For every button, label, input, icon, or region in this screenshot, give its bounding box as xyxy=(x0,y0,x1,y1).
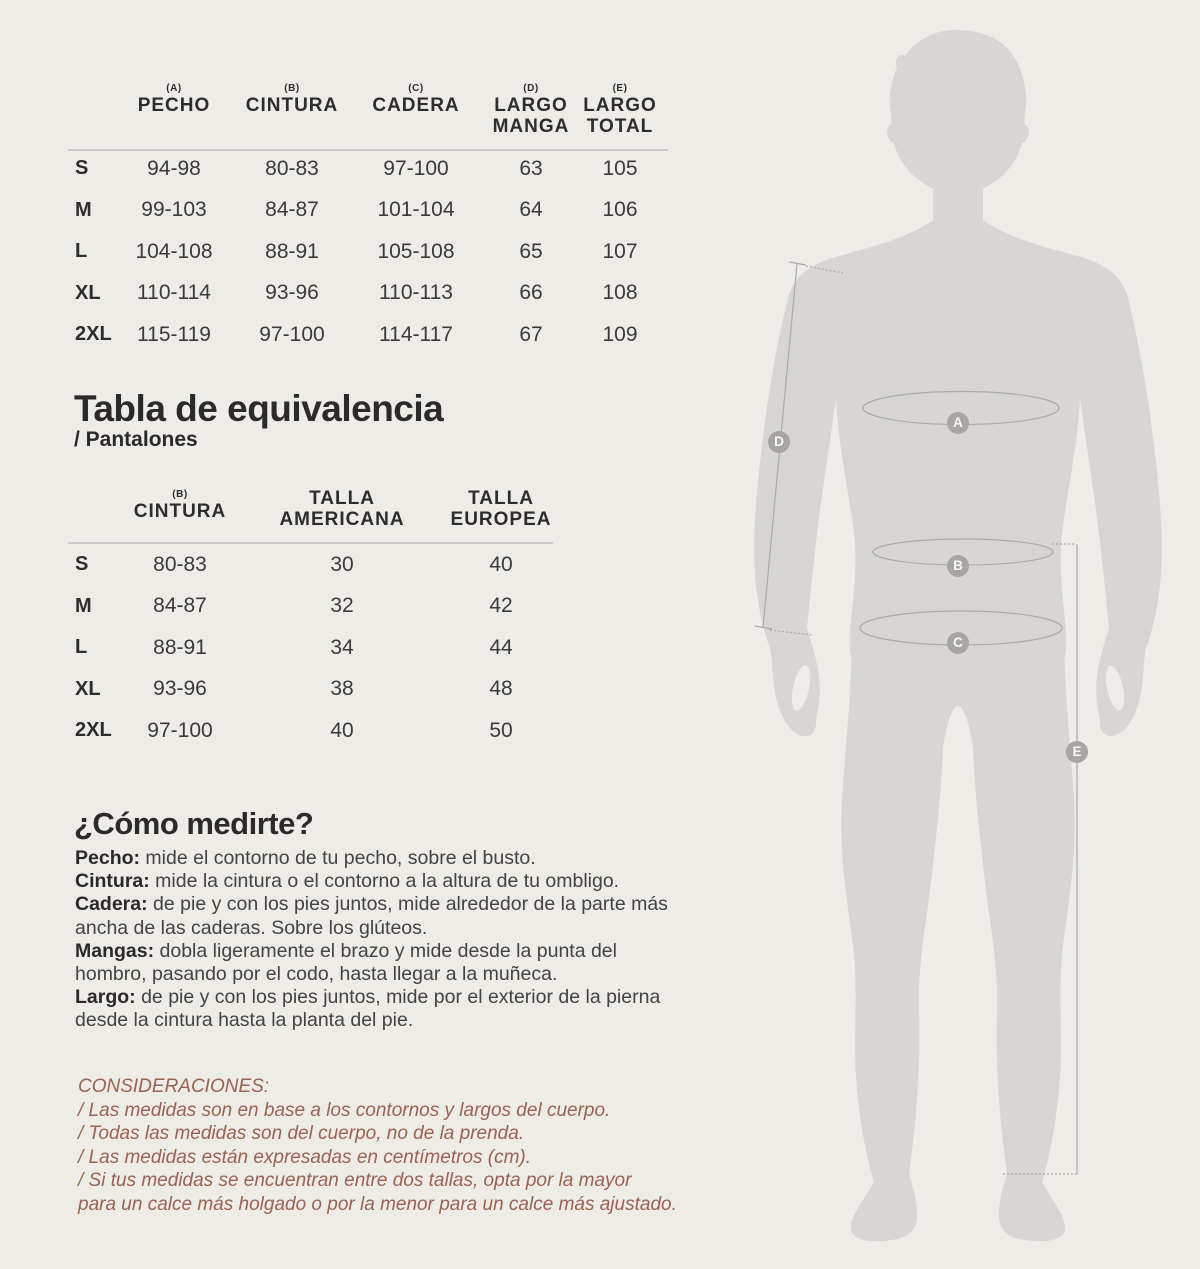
marker-c-badge: C xyxy=(947,632,969,654)
marker-e-badge: E xyxy=(1066,741,1088,763)
col-sup-b: (B) xyxy=(284,83,300,94)
legs-shape xyxy=(841,640,1074,1241)
table-row: S 80-83 30 40 xyxy=(75,552,513,576)
table-row: 2XL 97-100 40 50 xyxy=(75,718,513,742)
table-row: L 88-91 34 44 xyxy=(75,635,513,659)
equivalence-subtitle: / Pantalones xyxy=(74,428,198,451)
col-sup-d: (D) xyxy=(523,83,539,94)
left-arm-shape xyxy=(754,258,846,736)
size-table xyxy=(68,148,651,356)
how-to-line: Cadera: de pie y con los pies juntos, mide alrededor de la parte más xyxy=(75,893,668,916)
considerations-line: / Si tus medidas se encuentran entre dos tallas, opta por la mayor xyxy=(78,1170,632,1191)
considerations xyxy=(78,1075,677,1216)
table-row: M 99-103 84-87 101-104 64 106 xyxy=(75,198,638,222)
equiv-col-talla-americana: TALLA AMERICANA xyxy=(279,488,405,530)
table-row: M 84-87 32 42 xyxy=(75,594,513,618)
how-to-text xyxy=(75,847,668,1033)
table-row: 2XL 115-119 97-100 114-117 67 109 xyxy=(75,322,638,346)
marker-a-badge: A xyxy=(947,412,969,434)
size-table-col-pecho: (A) PECHO xyxy=(137,83,211,116)
how-to-line: hombro, pasando por el codo, hasta llegar a la muñeca. xyxy=(75,963,558,986)
col-sup-a: (A) xyxy=(166,83,182,94)
table-row: S 94-98 80-83 97-100 63 105 xyxy=(75,156,638,180)
right-arm-shape xyxy=(1070,258,1162,736)
table-row: XL 93-96 38 48 xyxy=(75,677,513,701)
how-to-line: ancha de las caderas. Sobre los glúteos. xyxy=(75,916,428,939)
equiv-col-cintura: (B) CINTURA xyxy=(133,489,227,522)
how-to-line: Mangas: dobla ligeramente el brazo y mide desde la punta del xyxy=(75,939,617,962)
equivalence-table xyxy=(68,544,555,752)
how-to-line: Pecho: mide el contorno de tu pecho, sobre el busto. xyxy=(75,847,536,869)
considerations-line: / Todas las medidas son del cuerpo, no de la prenda. xyxy=(78,1123,525,1144)
col-sup-c: (C) xyxy=(408,83,424,94)
equivalence-table-header xyxy=(68,488,555,530)
considerations-line: / Las medidas están expresadas en centímetros (cm). xyxy=(78,1146,532,1168)
marker-d-badge: D xyxy=(768,431,790,453)
marker-b-badge: B xyxy=(947,555,969,577)
considerations-title: CONSIDERACIONES: xyxy=(78,1076,270,1097)
how-to-line: desde la cintura hasta la planta del pie. xyxy=(75,1009,414,1032)
how-to-line: Largo: de pie y con los pies juntos, mide por el exterior de la pierna xyxy=(75,986,661,1009)
equivalence-title: Tabla de equivalencia xyxy=(74,388,444,429)
size-table-col-largo-total: (E) LARGO TOTAL xyxy=(583,83,657,137)
considerations-line: para un calce más holgado o por la menor para un calce más ajustado. xyxy=(78,1193,677,1215)
size-table-col-cadera: (C) CADERA xyxy=(372,83,460,116)
table-row: L 104-108 88-91 105-108 65 107 xyxy=(75,239,638,263)
size-table-col-cintura: (B) CINTURA xyxy=(245,83,339,116)
how-to-line: Cintura: mide la cintura o el contorno a la altura de tu ombligo. xyxy=(75,870,620,893)
how-to-title: ¿Cómo medirte? xyxy=(74,806,314,841)
equiv-col-talla-europea: TALLA EUROPEA xyxy=(450,488,552,530)
size-table-col-largo-manga: (D) LARGO MANGA xyxy=(492,83,570,137)
col-sup-e: (E) xyxy=(612,83,628,94)
size-table-header xyxy=(68,82,657,137)
considerations-line: / Las medidas son en base a los contornos y largos del cuerpo. xyxy=(78,1099,611,1121)
table-row: XL 110-114 93-96 110-113 66 108 xyxy=(75,281,638,305)
col-sup-b2: (B) xyxy=(172,489,188,500)
